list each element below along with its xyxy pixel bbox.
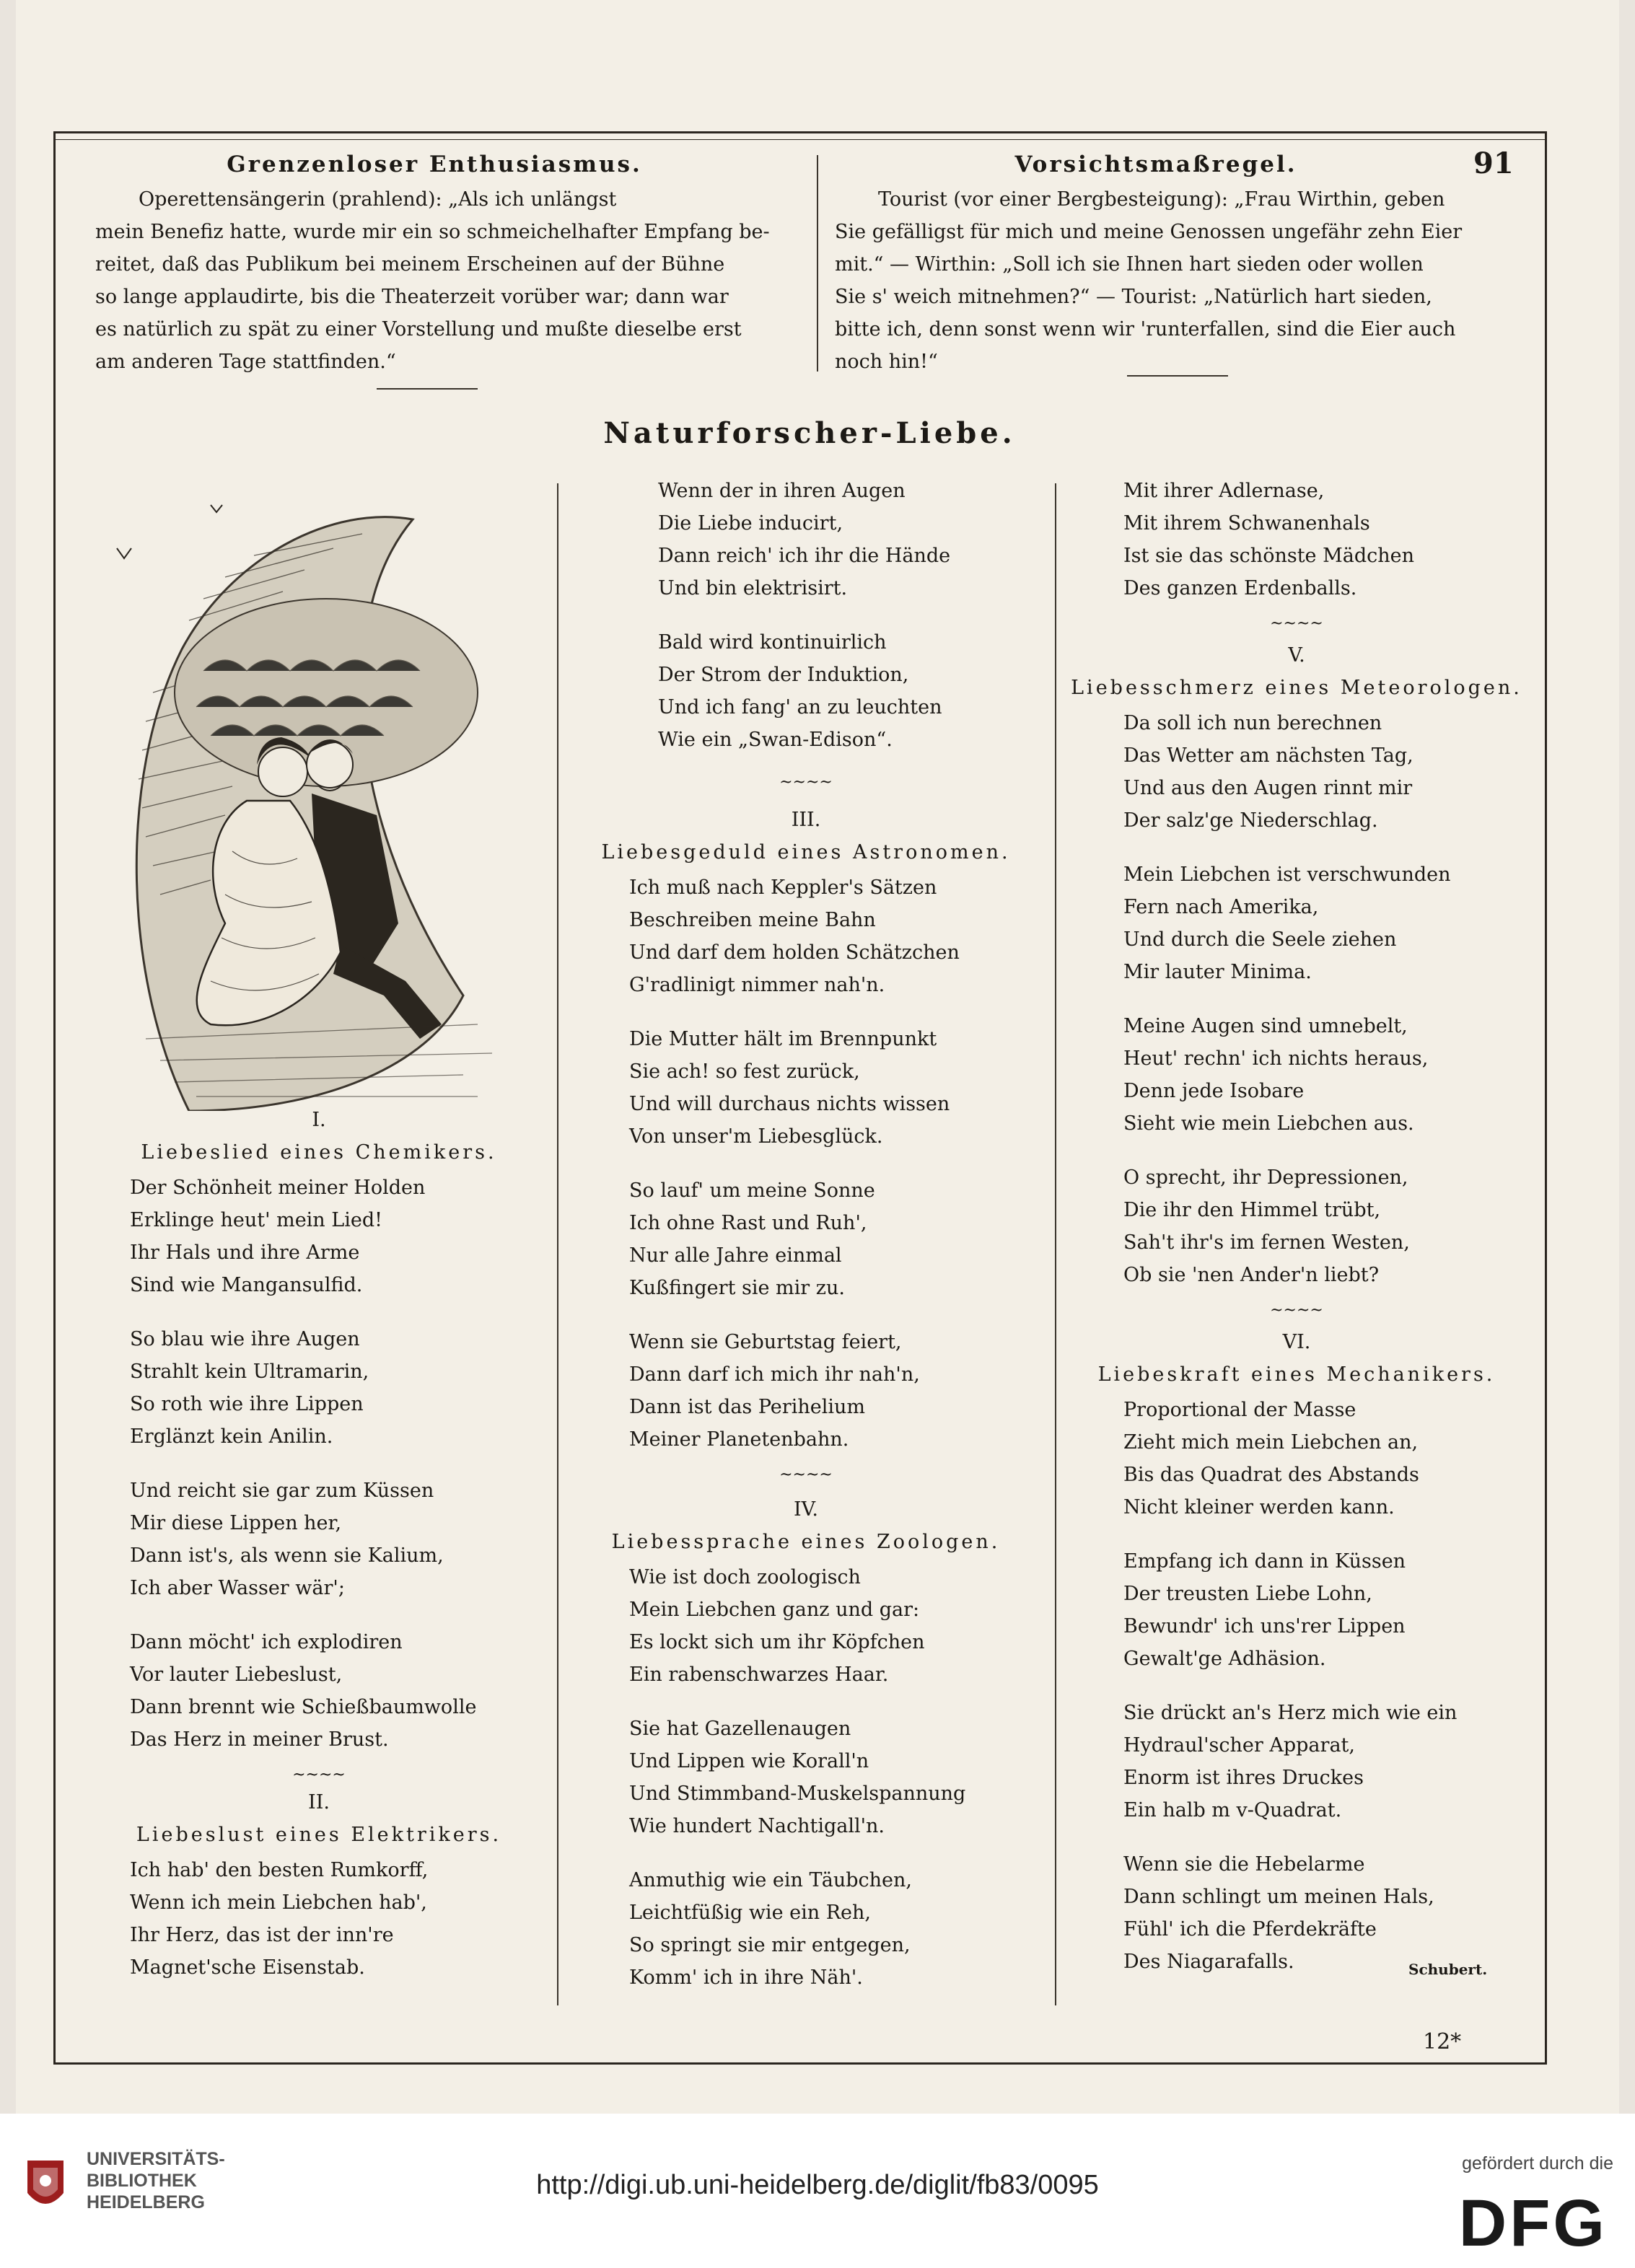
- right-article-body: [835, 183, 1527, 378]
- text-line: mein Benefiz hatte, wurde mir ein so schmeichelhafter Empfang be-: [95, 221, 770, 243]
- verse-line: Sie drückt an's Herz mich wie ein: [1123, 1702, 1458, 1724]
- text-line: so lange applaudirte, bis die Theaterzeit vorüber war; dann war: [95, 286, 729, 308]
- stanza: [629, 1023, 1040, 1153]
- verse-line: Mit ihrer Adlernase,: [1123, 480, 1325, 502]
- verse-line: Hydraul'scher Apparat,: [1123, 1734, 1355, 1757]
- verse-line: Anmuthig wie ein Täubchen,: [629, 1869, 912, 1891]
- verse-line: So lauf' um meine Sonne: [629, 1179, 875, 1202]
- verse-line: Mir diese Lippen her,: [130, 1512, 342, 1534]
- verse-line: Ihr Herz, das ist der inn're: [130, 1924, 394, 1946]
- verse-line: Dann darf ich mich ihr nah'n,: [629, 1363, 920, 1386]
- verse-line: Dann brennt wie Schießbaumwolle: [130, 1696, 477, 1718]
- stanza: [629, 1174, 1040, 1304]
- divider: [377, 388, 478, 390]
- verse-line: Meine Augen sind umnebelt,: [1123, 1015, 1408, 1037]
- text-line: reitet, daß das Publikum bei meinem Erscheinen auf der Bühne: [95, 253, 725, 276]
- stanza: [130, 1172, 543, 1301]
- verse-line: Denn jede Isobare: [1123, 1080, 1305, 1102]
- verse-line: Erklinge heut' mein Lied!: [130, 1209, 382, 1231]
- dfg-logo: DFG: [1458, 2186, 1608, 2260]
- verse-line: Sind wie Mangansulfid.: [130, 1274, 363, 1296]
- text-line: Operettensängerin (prahlend): „Als ich unlängst: [139, 188, 617, 211]
- verse-line: Ihr Hals und ihre Arme: [130, 1241, 360, 1264]
- section-heading: Liebeskraft eines Mechanikers.: [1097, 1363, 1496, 1386]
- verse-line: Ich hab' den besten Rumkorff,: [130, 1859, 429, 1881]
- text-line: am anderen Tage stattfinden.“: [95, 351, 396, 373]
- text-line: Sie gefälligst für mich und meine Genossen ungefähr zehn Eier: [835, 221, 1463, 243]
- verse-line: Mein Liebchen ganz und gar:: [629, 1599, 920, 1621]
- scanned-page: [16, 0, 1619, 2114]
- verse-line: Meiner Planetenbahn.: [629, 1428, 849, 1451]
- verse-line: Das Wetter am nächsten Tag,: [1123, 744, 1413, 767]
- section-heading: Liebeslust eines Elektrikers.: [136, 1824, 502, 1846]
- source-url-link[interactable]: http://digi.ub.uni-heidelberg.de/diglit/fb83/0095: [536, 2170, 1099, 2200]
- verse-line: Wie ein „Swan-Edison“.: [658, 729, 893, 751]
- verse-line: Das Herz in meiner Brust.: [130, 1728, 389, 1751]
- verse-line: Ich ohne Rast und Ruh',: [629, 1212, 867, 1234]
- stanza: [1123, 1394, 1527, 1524]
- separator-ornament: ~~~~: [292, 1766, 346, 1784]
- verse-line: Wenn sie die Hebelarme: [1123, 1853, 1365, 1876]
- illustration-couple: [102, 476, 507, 1111]
- stanza: [629, 871, 1040, 1001]
- left-article-body: [95, 183, 817, 378]
- text-line: Tourist (vor einer Bergbesteigung): „Frau Wirthin, geben: [878, 188, 1445, 211]
- verse-line: Bewundr' ich uns'rer Lippen: [1123, 1615, 1406, 1638]
- verse-line: Wenn der in ihren Augen: [658, 480, 906, 502]
- library-name-line: BIBLIOTHEK: [87, 2171, 197, 2191]
- left-article-title: Grenzenloser Enthusiasmus.: [227, 151, 642, 177]
- verse-line: Ist sie das schönste Mädchen: [1123, 545, 1415, 567]
- stanza: [1123, 475, 1527, 605]
- section-numeral: III.: [791, 809, 821, 831]
- verse-line: Die Liebe inducirt,: [658, 512, 843, 535]
- verse-line: Wenn sie Geburtstag feiert,: [629, 1331, 902, 1353]
- stanza: [130, 1474, 543, 1604]
- verse-line: Von unser'm Liebesglück.: [629, 1125, 883, 1148]
- verse-line: Und Lippen wie Korall'n: [629, 1750, 869, 1772]
- verse-line: Komm' ich in ihre Näh'.: [629, 1966, 863, 1989]
- stanza: [1123, 858, 1527, 988]
- verse-line: Die ihr den Himmel trübt,: [1123, 1199, 1381, 1221]
- verse-line: O sprecht, ihr Depressionen,: [1123, 1166, 1408, 1189]
- section-heading: Liebesschmerz eines Meteorologen.: [1071, 677, 1522, 699]
- poem-column-3: [1066, 475, 1527, 1978]
- text-line: bitte ich, denn sonst wenn wir 'runterfallen, sind die Eier auch: [835, 318, 1456, 340]
- verse-line: Und will durchaus nichts wissen: [629, 1093, 950, 1115]
- signature-mark: 12*: [1423, 2029, 1462, 2054]
- stanza: [629, 1326, 1040, 1456]
- verse-line: Der salz'ge Niederschlag.: [1123, 809, 1378, 832]
- verse-line: Zieht mich mein Liebchen an,: [1123, 1431, 1419, 1454]
- verse-line: Empfang ich dann in Küssen: [1123, 1550, 1406, 1573]
- stanza: [629, 1713, 1040, 1842]
- text-line: Sie s' weich mitnehmen?“ — Tourist: „Natürlich hart sieden,: [835, 286, 1432, 308]
- verse-line: Dann möcht' ich explodiren: [130, 1631, 403, 1653]
- section-heading: Liebessprache eines Zoologen.: [611, 1531, 1001, 1553]
- verse-line: Des ganzen Erdenballs.: [1123, 577, 1357, 599]
- right-article-title: Vorsichtsmaßregel.: [1014, 151, 1297, 177]
- verse-line: Dann ist das Perihelium: [629, 1396, 865, 1418]
- verse-line: Magnet'sche Eisenstab.: [130, 1956, 365, 1979]
- verse-line: Proportional der Masse: [1123, 1399, 1356, 1421]
- verse-line: Vor lauter Liebeslust,: [130, 1663, 343, 1686]
- stanza: [1123, 1697, 1527, 1827]
- verse-line: Ein halb m v-Quadrat.: [1123, 1799, 1342, 1821]
- author-signature: Schubert.: [1408, 1961, 1488, 1978]
- verse-line: Dann reich' ich ihr die Hände: [658, 545, 951, 567]
- verse-line: Erglänzt kein Anilin.: [130, 1425, 333, 1448]
- verse-line: Beschreiben meine Bahn: [629, 909, 876, 931]
- column-rule: [557, 483, 558, 2005]
- verse-line: Mein Liebchen ist verschwunden: [1123, 863, 1451, 886]
- verse-line: Und darf dem holden Schätzchen: [629, 941, 960, 964]
- stanza: [130, 1854, 543, 1984]
- verse-line: Kußfingert sie mir zu.: [629, 1277, 845, 1299]
- verse-line: Heut' rechn' ich nichts heraus,: [1123, 1047, 1429, 1070]
- separator-ornament: ~~~~: [779, 773, 833, 791]
- stanza: [1123, 707, 1527, 837]
- verse-line: So springt sie mir entgegen,: [629, 1934, 911, 1956]
- verse-line: Nicht kleiner werden kann.: [1123, 1496, 1395, 1518]
- stanza: [1123, 1161, 1527, 1291]
- verse-line: Mit ihrem Schwanenhals: [1123, 512, 1370, 535]
- column-rule: [817, 155, 818, 372]
- column-rule: [1055, 483, 1056, 2005]
- verse-line: Die Mutter hält im Brennpunkt: [629, 1028, 937, 1050]
- verse-line: Wie hundert Nachtigall'n.: [629, 1815, 885, 1837]
- stanza: [629, 1864, 1040, 1994]
- verse-line: Und durch die Seele ziehen: [1123, 928, 1397, 951]
- verse-line: Nur alle Jahre einmal: [629, 1244, 842, 1267]
- section-heading: Liebeslied eines Chemikers.: [141, 1141, 497, 1164]
- verse-line: Sah't ihr's im fernen Westen,: [1123, 1231, 1410, 1254]
- section-heading: Liebesgeduld eines Astronomen.: [601, 841, 1011, 863]
- verse-line: Und reicht sie gar zum Küssen: [130, 1480, 434, 1502]
- verse-line: Bald wird kontinuirlich: [658, 631, 887, 654]
- section-numeral: II.: [308, 1791, 330, 1814]
- separator-ornament: ~~~~: [1270, 1301, 1323, 1319]
- stanza: [1123, 1010, 1527, 1140]
- verse-line: Ob sie 'nen Ander'n liebt?: [1123, 1264, 1380, 1286]
- separator-ornament: ~~~~: [779, 1466, 833, 1484]
- verse-line: Da soll ich nun berechnen: [1123, 712, 1382, 734]
- poem-title: Naturforscher-Liebe.: [603, 416, 1016, 450]
- stanza: [658, 475, 1040, 605]
- verse-line: G'radlinigt nimmer nah'n.: [629, 974, 885, 996]
- verse-line: Dann ist's, als wenn sie Kalium,: [130, 1544, 444, 1567]
- verse-line: Wie ist doch zoologisch: [629, 1566, 861, 1588]
- section-numeral: IV.: [793, 1498, 819, 1521]
- section-numeral: VI.: [1282, 1331, 1311, 1353]
- verse-line: Wenn ich mein Liebchen hab',: [130, 1891, 427, 1914]
- divider: [1127, 375, 1228, 377]
- separator-ornament: ~~~~: [1270, 615, 1323, 633]
- stanza: [629, 1561, 1040, 1691]
- verse-line: Bis das Quadrat des Abstands: [1123, 1464, 1419, 1486]
- stanza: [658, 626, 1040, 756]
- verse-line: Und ich fang' an zu leuchten: [658, 696, 942, 718]
- verse-line: Fern nach Amerika,: [1123, 896, 1319, 918]
- section-numeral: I.: [312, 1109, 326, 1131]
- verse-line: Sie ach! so fest zurück,: [629, 1060, 860, 1083]
- stanza: [130, 1626, 543, 1756]
- verse-line: Des Niagarafalls.: [1123, 1951, 1294, 1973]
- verse-line: Ein rabenschwarzes Haar.: [629, 1663, 889, 1686]
- verse-line: So roth wie ihre Lippen: [130, 1393, 364, 1415]
- verse-line: Es lockt sich um ihr Köpfchen: [629, 1631, 925, 1653]
- verse-line: Gewalt'ge Adhäsion.: [1123, 1648, 1326, 1670]
- verse-line: So blau wie ihre Augen: [130, 1328, 360, 1350]
- verse-line: Sieht wie mein Liebchen aus.: [1123, 1112, 1414, 1135]
- verse-line: Fühl' ich die Pferdekräfte: [1123, 1918, 1377, 1940]
- funding-caption: gefördert durch die: [1462, 2153, 1613, 2174]
- poem-column-2: [571, 475, 1040, 1994]
- verse-line: Dann schlingt um meinen Hals,: [1123, 1886, 1434, 1908]
- page-number: 91: [1473, 146, 1514, 180]
- text-line: es natürlich zu spät zu einer Vorstellung und mußte dieselbe erst: [95, 318, 742, 340]
- verse-line: Und aus den Augen rinnt mir: [1123, 777, 1413, 799]
- text-line: mit.“ — Wirthin: „Soll ich sie Ihnen hart sieden oder wollen: [835, 253, 1424, 276]
- verse-line: Der Schönheit meiner Holden: [130, 1177, 426, 1199]
- library-name-line: HEIDELBERG: [87, 2192, 205, 2212]
- poem-column-1: [95, 1104, 543, 1984]
- verse-line: Leichtfüßig wie ein Reh,: [629, 1902, 871, 1924]
- section-numeral: V.: [1288, 644, 1305, 667]
- verse-line: Sie hat Gazellenaugen: [629, 1718, 851, 1740]
- verse-line: Enorm ist ihres Druckes: [1123, 1767, 1364, 1789]
- verse-line: Ich muß nach Keppler's Sätzen: [629, 876, 937, 899]
- verse-line: Der Strom der Induktion,: [658, 664, 909, 686]
- library-name-line: UNIVERSITÄTS-: [87, 2149, 225, 2169]
- stanza: [1123, 1545, 1527, 1675]
- verse-line: Ich aber Wasser wär';: [130, 1577, 345, 1599]
- verse-line: Mir lauter Minima.: [1123, 961, 1312, 983]
- verse-line: Strahlt kein Ultramarin,: [130, 1361, 369, 1383]
- verse-line: Und Stimmband-Muskelspannung: [629, 1783, 966, 1805]
- text-line: noch hin!“: [835, 351, 938, 373]
- verse-line: Und bin elektrisirt.: [658, 577, 848, 599]
- stanza: [130, 1323, 543, 1453]
- verse-line: Der treusten Liebe Lohn,: [1123, 1583, 1372, 1605]
